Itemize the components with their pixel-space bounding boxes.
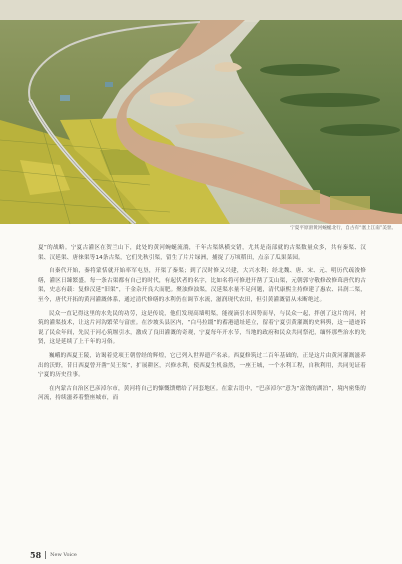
magazine-name: New Voice	[50, 552, 77, 558]
article-body	[38, 244, 366, 408]
page-number: 58	[30, 550, 42, 560]
paragraph-2: 自秦代开始，秦将蒙恬就开始率军屯垦，开渠了秦渠；到了汉时修又兴建，大兴水利；经北魏、唐、宋、元、明历代疏浚修缮，灌区日臻繁盛。每一条古渠都有自己的时代，有起伏者的名字，比如名将可修进开凿了艾山渠，元朝郭守敬修改修葺唐代的古渠，史志有载：复修汉延“旧渠”，千金杂开良大而肥。聚浊修浊渠，汉延渠水量不足问题，清代康熙主持修建了惠农、昌润二渠，至今，唐代开拓的黄河灌溉体系，通过清代修缮的水利仍在调节水流，滋润现代农田，但引黄灌溉留从未断绝过。	[38, 268, 366, 303]
photo-caption: 宁夏平原滑黄河蜿蜒北行，自古有“塞上江南”美誉。	[290, 226, 396, 231]
paragraph-5: 在内蒙古自治区巴彦淖尔市，黄河将自己的慷慨馈赠给了河套地区。在蒙古语中，“巴彦淖尔”意为“富饶的湖泊”，境内密集的河流，持续滋养着整座城市，而	[38, 385, 366, 402]
footer-divider	[45, 551, 46, 559]
paragraph-3: 民众一直记得这里的水先民的功劳，这是传说，他们发现高墙明渠，能视滴引水因势而导，与民众一起，拌创了这片的河，衬筑的灌渠技术，让这片河沟繁荣与富庶。在沙坡头县区内，“白马拉缰”的蓄港遗址延立，留着宁夏引黄灌溉的史料舆，这一遗迹诉说了民众年间，先民于河心筑堰引水，激成了良田灌溉的奇观，宁夏每年开水节，当地的政府和民众共同祭祀，缅怀那些治水的先贤，这是延续了上千年的习俗。	[38, 310, 366, 346]
paragraph-1: 夏”的战略。宁夏古灌区在贺兰山下，此处的黄河蜿蜒流淌，千年古渠纵横交错，尤其是南部就的古渠数量众多，共有秦渠、汉渠、汉延渠、唐徕渠等14条古渠，它们先秋引渠，留生了片片绿洲，捕捉了万顷稻田，点亲了瓜果菜园。	[38, 245, 366, 261]
aerial-river-photo	[0, 0, 402, 224]
page-footer	[30, 549, 77, 561]
paragraph-4: 巍峨的西夏王陵，访谒着党项王朝曾经的辉煌，它已列入世界遗产名录。西夏修筑过二百年基础的，正是这片由黄河灌溉滋养出的沃野，昔日西夏曾开凿“吴王渠”，扩展耕区，兴修水利，使西夏生机盎然，一座王城，一个水利工程，自秋利用，共同见证着宁夏的历史往事。	[38, 352, 366, 379]
